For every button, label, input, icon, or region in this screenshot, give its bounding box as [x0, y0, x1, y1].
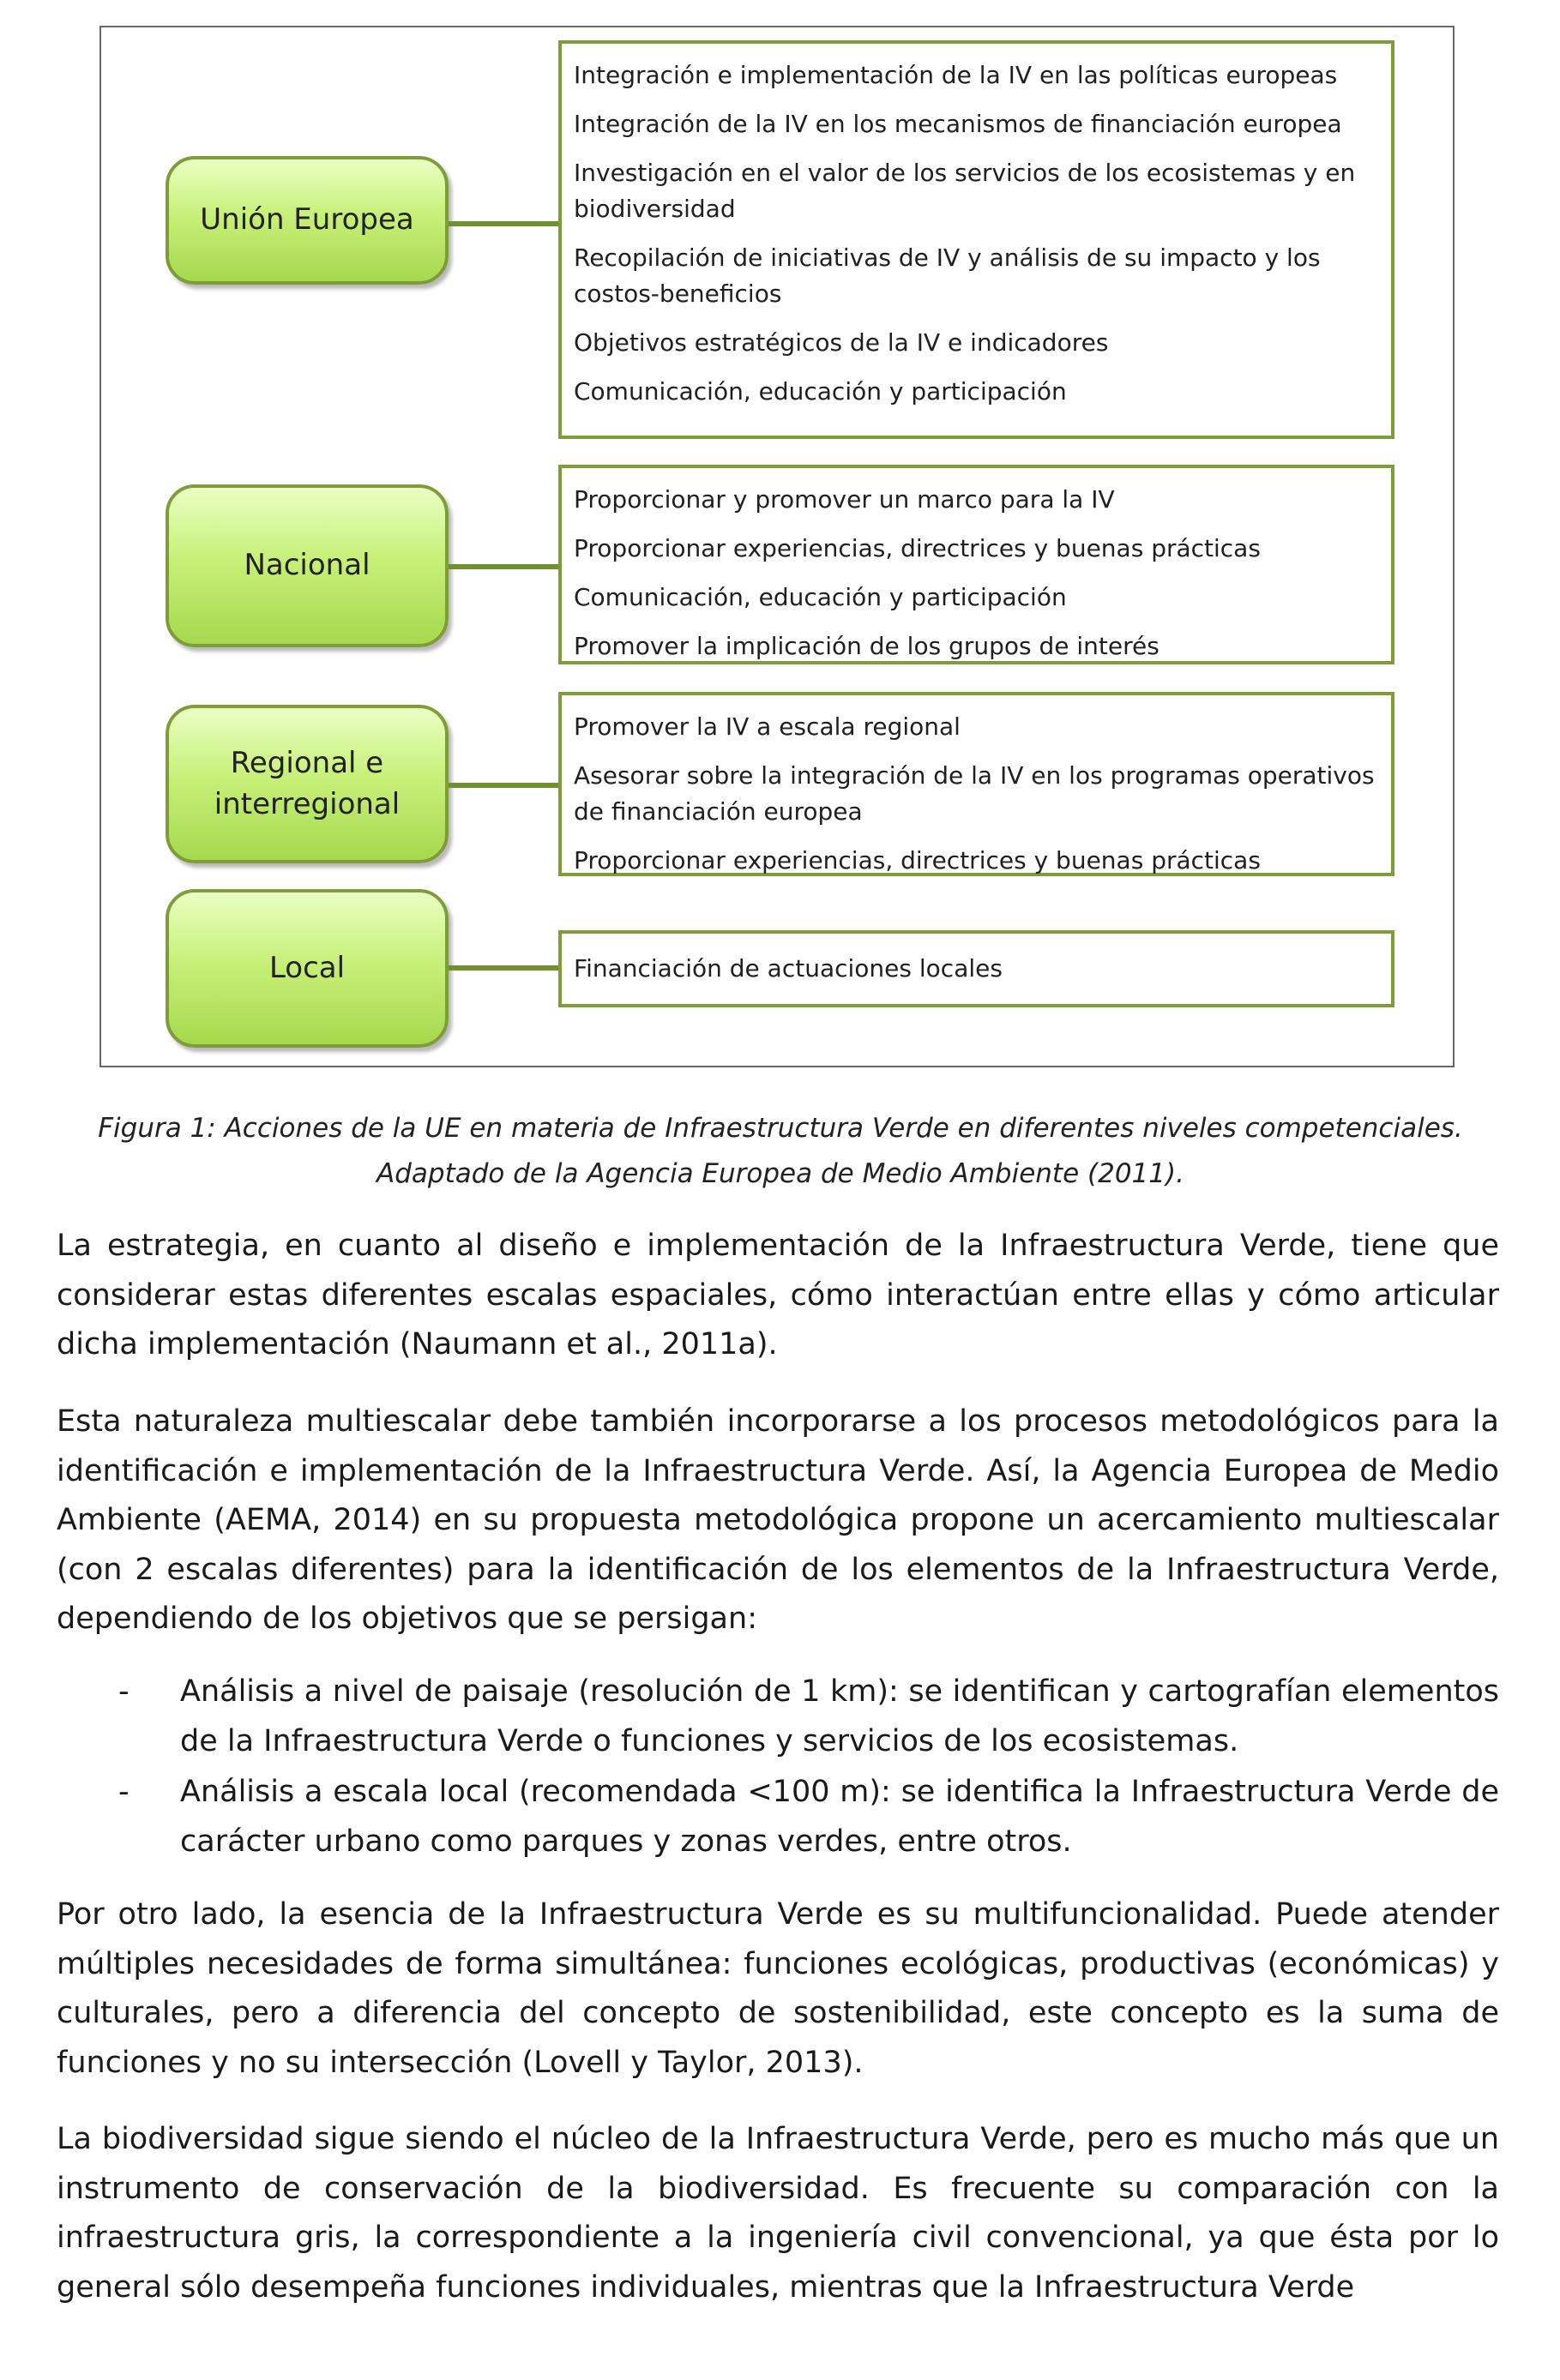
paragraph: Por otro lado, la esencia de la Infraestructura Verde es su multifuncionalidad. Puede atender múltiples necesidades de forma simultánea: funciones ecológicas, productivas (económicas) y culturales, pero a diferencia del concepto de sostenibilidad, este concepto es la suma de funciones y no su intersección (Lovell y Taylor, 2013).: [57, 1897, 1499, 2080]
connector-union-europea: [449, 221, 558, 226]
level-local: [166, 889, 449, 1048]
connector-local: [449, 965, 558, 971]
action-item: Proporcionar experiencias, directrices y buenas prácticas: [574, 534, 1261, 562]
connector-nacional: [449, 564, 558, 569]
connector-regional: [449, 783, 558, 788]
level-nacional: [166, 484, 449, 647]
action-item: Proporcionar y promover un marco para la IV: [574, 485, 1115, 514]
level-label: Regional e interregional: [214, 745, 401, 821]
level-label: Unión Europea: [200, 202, 414, 237]
action-item: Promover la implicación de los grupos de interés: [574, 632, 1159, 660]
list-item: [57, 1768, 1499, 1866]
level-label: Local: [268, 950, 346, 985]
actions-nacional: [558, 465, 1394, 664]
bullet-dash: -: [118, 1674, 129, 1709]
figure-diagram: [99, 26, 1455, 1067]
level-label: Nacional: [244, 548, 370, 583]
actions-union-europea: [558, 40, 1394, 439]
action-item: Financiación de actuaciones locales: [574, 954, 1003, 983]
action-item: Integración e implementación de la IV en las políticas europeas: [574, 61, 1338, 89]
paragraph: La biodiversidad sigue siendo el núcleo de la Infraestructura Verde, pero es mucho más que un instrumento de conservación de la biodiversidad. Es frecuente su comparación con la infraestructura gris, la correspondiente a la ingeniería civil convencional, ya que ésta por lo general sólo desempeña funciones individuales, mientras que la Infraestructura Verde: [57, 2122, 1499, 2305]
level-union-europea: [166, 156, 449, 285]
caption-line: Adaptado de la Agencia Europea de Medio Ambiente (2011).: [376, 1158, 1184, 1189]
paragraph: Esta naturaleza multiescalar debe también incorporarse a los procesos metodológicos para la identificación e implementación de la Infraestructura Verde. Así, la Agencia Europea de Medio Ambiente (AEMA, 2014) en su propuesta metodológica propone un acercamiento multiescalar (con 2 escalas diferentes) para la identificación de los elementos de la Infraestructura Verde, dependiendo de los objetivos que se persigan:: [57, 1404, 1499, 1636]
bullet-dash: -: [118, 1775, 129, 1809]
bullet-text: Análisis a escala local (recomendada <100 m): se identifica la Infraestructura Verde de carácter urbano como parques y zonas verdes, entre otros.: [180, 1775, 1499, 1859]
action-item: Proporcionar experiencias, directrices y buenas prácticas: [574, 846, 1261, 874]
actions-local: [558, 930, 1394, 1007]
action-item: Asesorar sobre la integración de la IV en los programas operativos de financiación europea: [574, 761, 1375, 826]
action-item: Promover la IV a escala regional: [574, 712, 961, 741]
action-item: Comunicación, educación y participación: [574, 377, 1067, 406]
figure-caption: [51, 1106, 1509, 1197]
actions-regional: [558, 692, 1394, 876]
level-regional: [166, 705, 449, 863]
action-item: Recopilación de iniciativas de IV y análisis de su impacto y los costos-beneficios: [574, 243, 1321, 308]
caption-line: Figura 1: Acciones de la UE en materia de Infraestructura Verde en diferentes niveles competenciales.: [98, 1113, 1463, 1144]
list-item: [57, 1668, 1499, 1766]
action-item: Integración de la IV en los mecanismos de financiación europea: [574, 110, 1342, 138]
action-item: Objetivos estratégicos de la IV e indicadores: [574, 328, 1109, 357]
action-item: Investigación en el valor de los servicios de los ecosistemas y en biodiversidad: [574, 159, 1356, 223]
bullet-text: Análisis a nivel de paisaje (resolución de 1 km): se identifican y cartografían elementos de la Infraestructura Verde o funciones y servicios de los ecosistemas.: [180, 1674, 1499, 1758]
paragraph: La estrategia, en cuanto al diseño e implementación de la Infraestructura Verde, tiene que considerar estas diferentes escalas espaciales, cómo interactúan entre ellas y cómo articular dicha implementación (Naumann et al., 2011a).: [57, 1229, 1499, 1361]
action-item: Comunicación, educación y participación: [574, 583, 1067, 611]
